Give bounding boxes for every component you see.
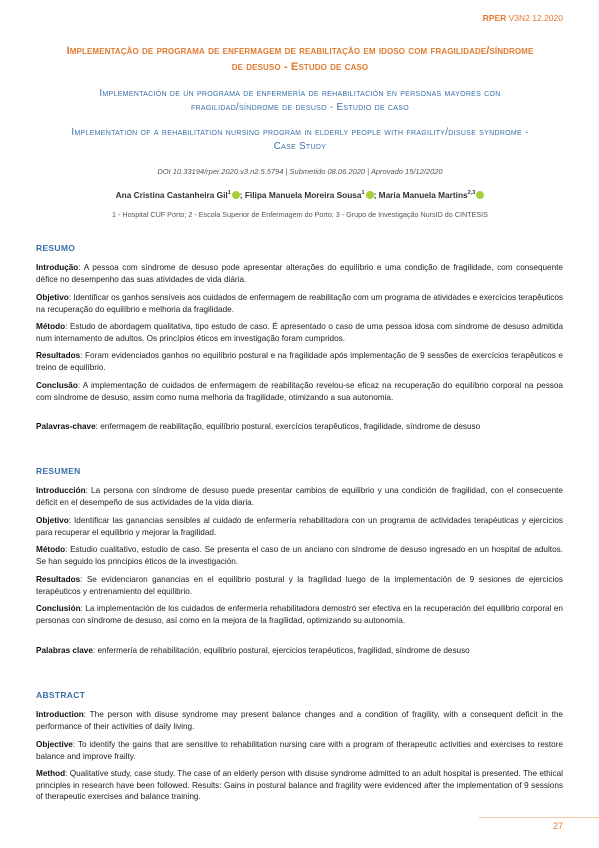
resumo-heading: RESUMO — [36, 243, 76, 253]
para-label: Palabras clave — [36, 646, 93, 655]
para-label: Resultados — [36, 351, 81, 360]
para-text: : To identify the gains that are sensitive to rehabilitation nursing care with a program of therapeutic activities and exercises to restore balance and improve frailty. — [36, 740, 563, 761]
author-sup: 1 — [361, 190, 365, 197]
resumen-resultados — [36, 574, 563, 597]
resumo-objetivo — [36, 292, 563, 315]
journal-header — [483, 13, 563, 23]
para-label: Palavras-chave — [36, 422, 96, 431]
authors-line: Ana Cristina Castanheira Gil$^1$ ; Filipa Manuela Moreira Sousa$^1$ ; Maria Manuela Martins$^{2,3}$ — [60, 190, 540, 200]
author-sup: 1 — [227, 190, 231, 197]
page-number: 27 — [552, 821, 563, 831]
para-label: Introduction — [36, 710, 84, 719]
para-text: : La implementación de los cuidados de enfermería rehabilitadora demostró ser efectiva en la recuperación del equilibrio corporal en personas con síndrome de desuso, así como en la mejora de la fragilidad, optimizando su autonomía. — [36, 604, 563, 625]
resumo-palavras-chave — [36, 421, 563, 433]
title-portuguese: Implementação de programa de enfermagem de reabilitação em idoso com fragilidade/síndrome de desuso - Estudo de caso — [66, 45, 534, 73]
resumen-objetivo — [36, 515, 563, 538]
author-sup: 2,3 — [467, 190, 476, 197]
resumo-conclusao — [36, 380, 563, 403]
para-text: : enfermagem de reabilitação, equilíbrio postural, exercícios terapêuticos, fragilidade, síndrome de desuso — [95, 422, 481, 431]
para-text: : The person with disuse syndrome may present balance changes and a condition of fragility, with a consequent deficit in the performance of their activities of daily living. — [36, 710, 563, 731]
resumen-heading: RESUMEN — [36, 466, 81, 476]
title-spanish: Implementación de un programa de enfermería de rehabilitación en personas mayores con fragilidad/síndrome de desuso - Estudio de caso — [99, 88, 501, 113]
journal-name: RPER — [482, 13, 507, 23]
abstract-method — [36, 768, 563, 803]
resumen-metodo — [36, 544, 563, 567]
resumo-introducao — [36, 262, 563, 285]
para-label: Objetivo — [36, 293, 69, 302]
footer-rule — [479, 817, 599, 818]
para-label: Objetivo — [36, 516, 69, 525]
orcid-icon[interactable] — [476, 191, 484, 199]
para-label: Method — [36, 769, 66, 778]
resumen-palabras-clave — [36, 645, 563, 657]
orcid-icon[interactable] — [232, 191, 240, 199]
journal-volume: V3N2 12.2020 — [508, 13, 563, 23]
author-name: Filipa Manuela Moreira Sousa — [244, 190, 362, 200]
para-label: Objective — [36, 740, 73, 749]
abstract-heading: ABSTRACT — [36, 690, 86, 700]
para-label: Introducción — [36, 486, 86, 495]
resumo-resultados — [36, 350, 563, 373]
para-text: : Estudo de abordagem qualitativa, tipo estudo de caso. É apresentado o caso de uma pessoa idosa com síndrome de desuso admitida num internamento de adultos. Os princípios éticos em investigação foram cumpridos. — [36, 322, 563, 343]
abstract-introduction — [36, 709, 563, 732]
para-label: Conclusión — [36, 604, 81, 613]
doi-line: DOI 10.33194/rper.2020.v3.n2.5.5794 | Submetido 08.06.2020 | Aprovado 15/12/2020 — [157, 167, 443, 176]
title-english: Implementation of a rehabilitation nursing program in elderly people with fragility/disuse syndrome - Case Study — [71, 127, 529, 152]
resumo-metodo — [36, 321, 563, 344]
para-text: : Identificar las ganancias sensibles al cuidado de enfermería rehabilitadora con un programa de actividades terapéuticas y ejercicios para recuperar el equilibrio y mejorar la fragilidad. — [36, 516, 563, 537]
para-label: Resultados — [36, 575, 81, 584]
para-text: : Foram evidenciados ganhos no equilíbrio postural e na fragilidade após implementação de 9 sessões de exercícios terapêuticos e treino de equilíbrio. — [36, 351, 563, 372]
para-text: : A pessoa com síndrome de desuso pode apresentar alterações do equilíbrio e uma condição de fragilidade, com consequente défice no desempenho das suas atividades de vida diária. — [36, 263, 563, 284]
para-text: : Se evidenciaron ganancias en el equilibrio postural y la fragilidad luego de la implementación de 9 sesiones de ejercicios terapéuticos y entrenamiento del equilibrio. — [36, 575, 563, 596]
para-text: : Estudio cualitativo, estudio de caso. Se presenta el caso de un anciano con síndrome de desuso ingresado en un hospital de adultos. Se han seguido los principios éticos de la investigación. — [36, 545, 563, 566]
author-name: Ana Cristina Castanheira Gil — [115, 190, 228, 200]
para-label: Introdução — [36, 263, 79, 272]
para-text: : A implementação de cuidados de enfermagem de reabilitação revelou-se eficaz na recuperação do equilíbrio corporal na pessoa com síndrome de desuso, assim como numa melhoria da fragilidade, otimizando a sua autonomia. — [36, 381, 563, 402]
para-text: : Qualitative study, case study. The case of an elderly person with disuse syndrome admitted to an adult hospital is presented. The ethical principles in research have been followed. Results: Gains in postural balance and fragility were evidenced after the implementation of 9 sessions of therapeutic exercises and balance training. — [36, 769, 563, 802]
affiliations: 1 - Hospital CUF Porto; 2 - Escola Superior de Enfermagem do Porto; 3 - Grupo de Investigação NursID do CINTESIS — [112, 210, 488, 219]
abstract-objective — [36, 739, 563, 762]
para-text: : Identificar os ganhos sensíveis aos cuidados de enfermagem de reabilitação com um programa de atividades e exercícios terapêuticos na recuperação do equilíbrio e melhoria da fragilidade. — [36, 293, 564, 314]
para-label: Método — [36, 545, 66, 554]
orcid-icon[interactable] — [366, 191, 374, 199]
para-label: Conclusão — [36, 381, 78, 390]
para-text: : La persona con síndrome de desuso puede presentar cambios de equilibrio y una condición de fragilidad, con el consecuente déficit en el desempeño de sus actividades de la vida diaria. — [36, 486, 563, 507]
para-label: Método — [36, 322, 66, 331]
author-name: Maria Manuela Martins — [378, 190, 468, 200]
resumen-introduccion — [36, 485, 563, 508]
para-text: : enfermería de rehabilitación, equilibrio postural, ejercicios terapéuticos, fragilidad, síndrome de desuso — [92, 646, 470, 655]
resumen-conclusion — [36, 603, 563, 626]
